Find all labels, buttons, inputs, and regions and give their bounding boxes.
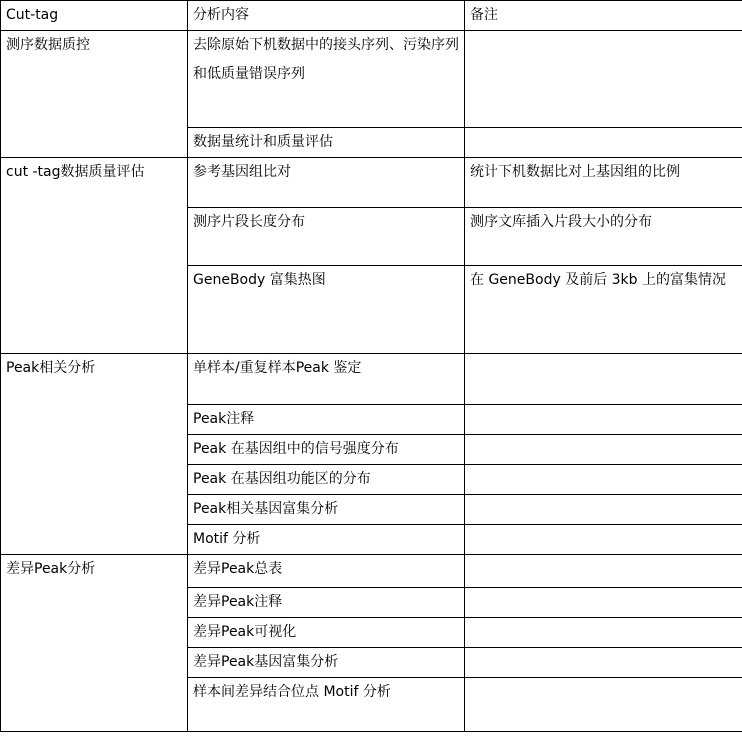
note-cell: 统计下机数据比对上基因组的比例: [465, 158, 742, 208]
note-cell: [465, 678, 742, 732]
header-cell-note: 备注: [465, 1, 742, 31]
table-row: [1, 354, 742, 405]
note-cell: 在 GeneBody 及前后 3kb 上的富集情况: [465, 266, 742, 354]
note-cell: 测序文库插入片段大小的分布: [465, 208, 742, 266]
item-cell: 差异Peak可视化: [188, 618, 465, 648]
item-cell: Peak相关基因富集分析: [188, 495, 465, 525]
item-cell: 去除原始下机数据中的接头序列、污染序列和低质量错误序列: [188, 31, 465, 128]
note-cell: [465, 555, 742, 588]
note-cell: [465, 588, 742, 618]
table-row: [1, 158, 742, 208]
item-cell: Peak 在基因组功能区的分布: [188, 465, 465, 495]
item-cell: Peak 在基因组中的信号强度分布: [188, 435, 465, 465]
note-cell: [465, 31, 742, 128]
item-cell: 差异Peak注释: [188, 588, 465, 618]
item-cell: 差异Peak总表: [188, 555, 465, 588]
note-cell: [465, 354, 742, 405]
item-cell: 参考基因组比对: [188, 158, 465, 208]
note-cell: [465, 525, 742, 555]
item-cell: 测序片段长度分布: [188, 208, 465, 266]
note-cell: [465, 128, 742, 158]
note-cell: [465, 405, 742, 435]
note-cell: [465, 495, 742, 525]
note-cell: [465, 465, 742, 495]
category-cell: 差异Peak分析: [1, 555, 188, 732]
category-cell: 测序数据质控: [1, 31, 188, 158]
header-cell-content: 分析内容: [188, 1, 465, 31]
note-cell: [465, 618, 742, 648]
item-cell: GeneBody 富集热图: [188, 266, 465, 354]
item-cell: Peak注释: [188, 405, 465, 435]
item-cell: 数据量统计和质量评估: [188, 128, 465, 158]
category-cell: cut -tag数据质量评估: [1, 158, 188, 354]
table-row: [1, 31, 742, 128]
header-cell-category: Cut-tag: [1, 1, 188, 31]
item-cell: 差异Peak基因富集分析: [188, 648, 465, 678]
item-cell: 单样本/重复样本Peak 鉴定: [188, 354, 465, 405]
category-cell: Peak相关分析: [1, 354, 188, 555]
note-cell: [465, 648, 742, 678]
note-cell: [465, 435, 742, 465]
item-cell: 样本间差异结合位点 Motif 分析: [188, 678, 465, 732]
table-row: [1, 555, 742, 588]
header-row: [1, 1, 742, 31]
item-cell: Motif 分析: [188, 525, 465, 555]
